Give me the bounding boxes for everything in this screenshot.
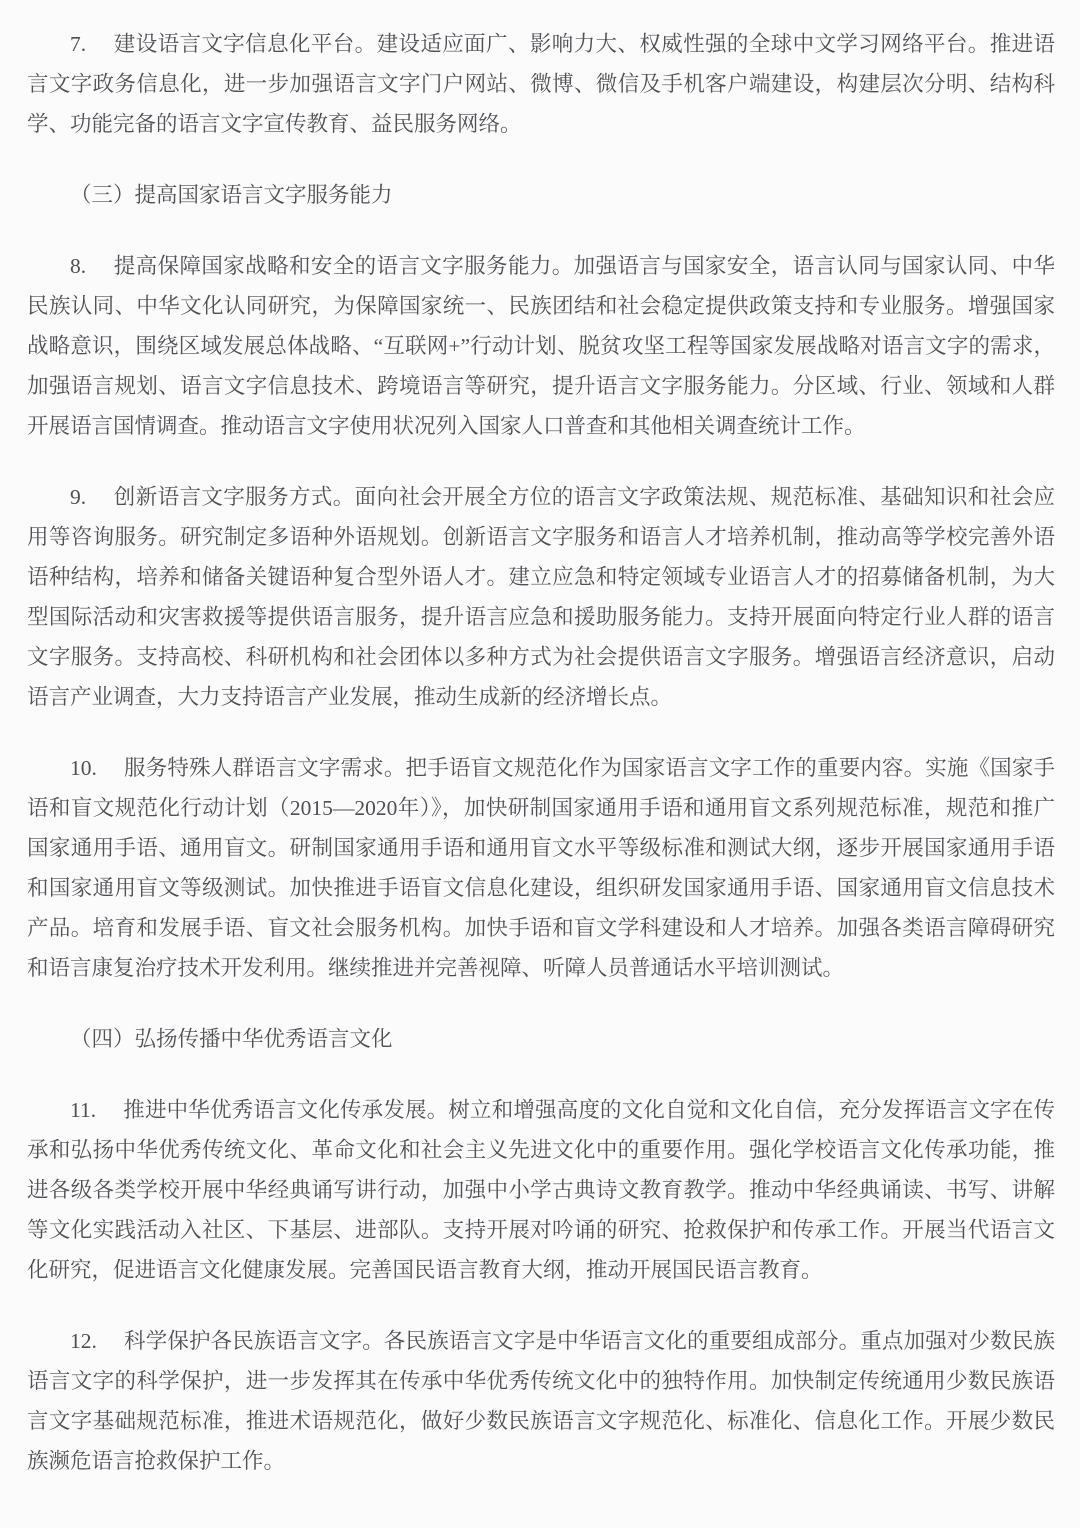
paragraph-item-12: 12. 科学保护各民族语言文字。各民族语言文字是中华语言文化的重要组成部分。重点加强对少数民族语言文字的科学保护，进一步发挥其在传承中华优秀传统文化中的独特作用。加快制定传统通用少数民族语言文字基础规范标准，推进术语规范化，做好少数民族语言文字规范化、标准化、信息化工作。开展少数民族濒危语言抢救保护工作。 [27, 1329, 1055, 1473]
paragraph-item-9: 9. 创新语言文字服务方式。面向社会开展全方位的语言文字政策法规、规范标准、基础知识和社会应用等咨询服务。研究制定多语种外语规划。创新语言文字服务和语言人才培养机制，推动高等学校完善外语语种结构，培养和储备关键语种复合型外语人才。建立应急和特定领域专业语言人才的招募储备机制，为大型国际活动和灾害救援等提供语言服务，提升语言应急和援助服务能力。支持开展面向特定行业人群的语言文字服务。支持高校、科研机构和社会团体以多种方式为社会提供语言文字服务。增强语言经济意识，启动语言产业调查，大力支持语言产业发展，推动生成新的经济增长点。 [27, 485, 1055, 709]
paragraph-item-10: 10. 服务特殊人群语言文字需求。把手语盲文规范化作为国家语言文字工作的重要内容。实施《国家手语和盲文规范化行动计划（2015—2020年）》，加快研制国家通用手语和通用盲文系列规范标准，规范和推广国家通用手语、通用盲文。研制国家通用手语和通用盲文水平等级标准和测试大纲，逐步开展国家通用手语和国家通用盲文等级测试。加快推进手语盲文信息化建设，组织研发国家通用手语、国家通用盲文信息技术产品。培育和发展手语、盲文社会服务机构。加快手语和盲文学科建设和人才培养。加强各类语言障碍研究和语言康复治疗技术开发利用。继续推进并完善视障、听障人员普通话水平培训测试。 [27, 756, 1055, 980]
paragraph-item-8: 8. 提高保障国家战略和安全的语言文字服务能力。加强语言与国家安全，语言认同与国家认同、中华民族认同、中华文化认同研究，为保障国家统一、民族团结和社会稳定提供政策支持和专业服务。增强国家战略意识，围绕区域发展总体战略、“互联网+”行动计划、脱贫攻坚工程等国家发展战略对语言文字的需求，加强语言规划、语言文字信息技术、跨境语言等研究，提升语言文字服务能力。分区域、行业、领域和人群开展语言国情调查。推动语言文字使用状况列入国家人口普查和其他相关调查统计工作。 [27, 254, 1055, 438]
section-heading-three: （三）提高国家语言文字服务能力 [70, 183, 393, 207]
section-heading-four: （四）弘扬传播中华优秀语言文化 [70, 1027, 393, 1051]
paragraph-item-11: 11. 推进中华优秀语言文化传承发展。树立和增强高度的文化自觉和文化自信，充分发挥语言文字在传承和弘扬中华优秀传统文化、革命文化和社会主义先进文化中的重要作用。强化学校语言文化传承功能，推进各级各类学校开展中华经典诵写讲行动，加强中小学古典诗文教育教学。推动中华经典诵读、书写、讲解等文化实践活动入社区、下基层、进部队。支持开展对吟诵的研究、抢救保护和传承工作。开展当代语言文化研究，促进语言文化健康发展。完善国民语言教育大纲，推动开展国民语言教育。 [27, 1098, 1055, 1282]
paragraph-item-7: 7. 建设语言文字信息化平台。建设适应面广、影响力大、权威性强的全球中文学习网络平台。推进语言文字政务信息化，进一步加强语言文字门户网站、微博、微信及手机客户端建设，构建层次分明、结构科学、功能完备的语言文字宣传教育、益民服务网络。 [27, 32, 1055, 136]
